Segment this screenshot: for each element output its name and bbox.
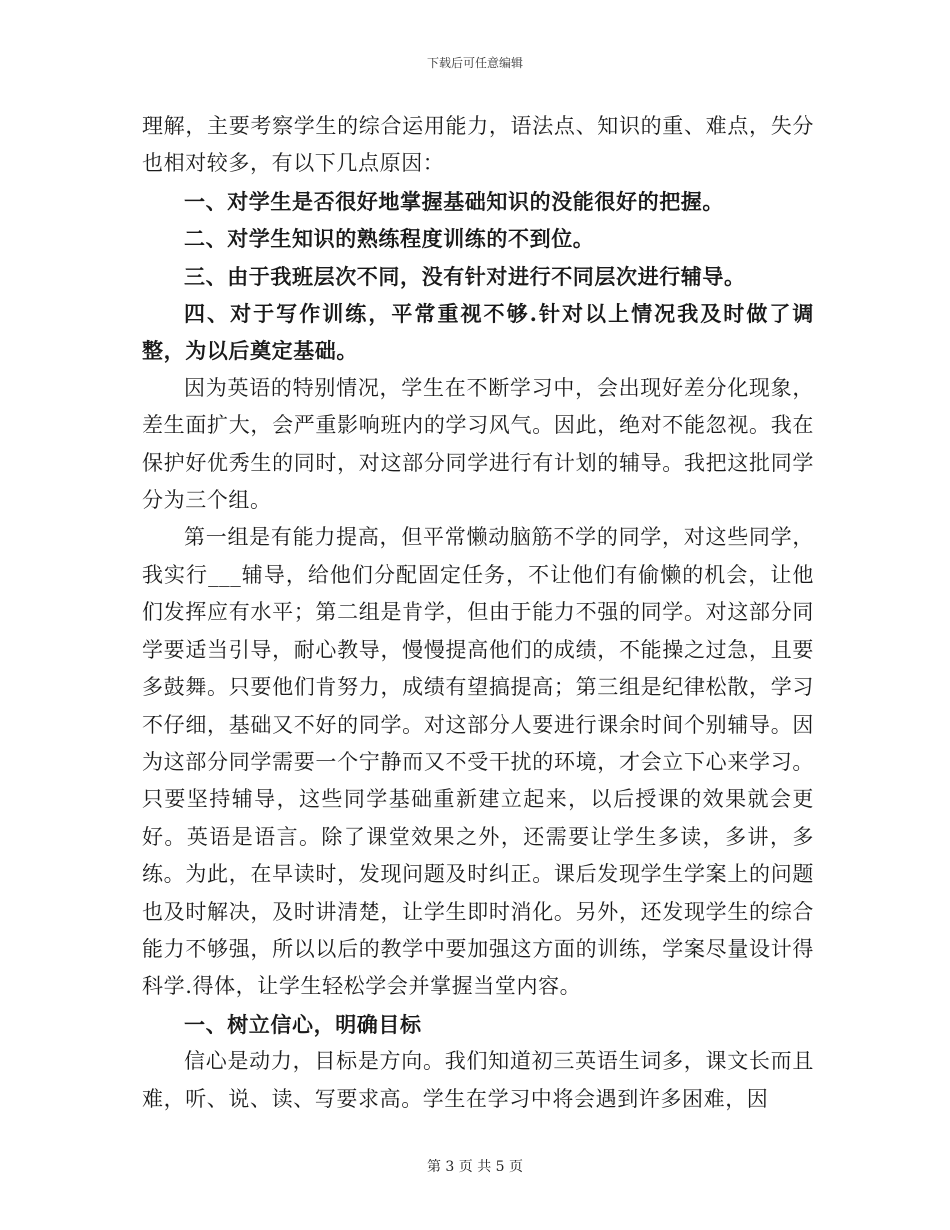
document-body	[142, 108, 814, 1118]
paragraph-intro: 理解，主要考察学生的综合运用能力，语法点、知识的重、难点，失分也相对较多，有以下几点原因：	[142, 114, 814, 176]
reason-two: 二、对学生知识的熟练程度训练的不到位。	[184, 226, 595, 252]
reason-one: 一、对学生是否很好地掌握基础知识的没能很好的把握。	[184, 188, 724, 214]
reason-three: 三、由于我班层次不同，没有针对进行不同层次进行辅导。	[184, 263, 746, 289]
paragraph-confidence: 信心是动力，目标是方向。我们知道初三英语生词多，课文长而且难，听、说、读、写要求高。学生在学习中将会遇到许多困难，因	[142, 1049, 814, 1111]
paragraph-special-situation: 因为英语的特别情况，学生在不断学习中，会出现好差分化现象，差生面扩大，会严重影响班内的学习风气。因此，绝对不能忽视。我在保护好优秀生的同时，对这部分同学进行有计划的辅导。我把这批同学分为三个组。	[142, 375, 814, 513]
reason-four: 四、对于写作训练，平常重视不够.针对以上情况我及时做了调整，为以后奠定基础。	[142, 301, 814, 364]
page-footer: 第 3 页 共 5 页	[426, 1159, 524, 1175]
section-heading: 一、树立信心，明确目标	[184, 1011, 422, 1037]
paragraph-three-groups: 第一组是有能力提高，但平常懒动脑筋不学的同学，对这些同学，我实行___辅导，给他们分配固定任务，不让他们有偷懒的机会，让他们发挥应有水平；第二组是肯学，但由于能力不强的同学。对这部分同学要适当引导，耐心教导，慢慢提高他们的成绩，不能操之过急，且要多鼓舞。只要他们肯努力，成绩有望搞提高；第三组是纪律松散，学习不仔细，基础又不好的同学。对这部分人要进行课余时间个别辅导。因为这部分同学需要一个宁静而又不受干扰的环境，才会立下心来学习。只要坚持辅导，这些同学基础重新建立起来，以后授课的效果就会更好。英语是语言。除了课堂效果之外，还需要让学生多读，多讲，多练。为此，在早读时，发现问题及时纠正。课后发现学生学案上的问题也及时解决，及时讲清楚，让学生即时消化。另外，还发现学生的综合能力不够强，所以以后的教学中要加强这方面的训练，学案尽量设计得科学.得体，让学生轻松学会并掌握当堂内容。	[142, 525, 814, 999]
page-header: 下载后可任意编辑	[426, 56, 523, 70]
